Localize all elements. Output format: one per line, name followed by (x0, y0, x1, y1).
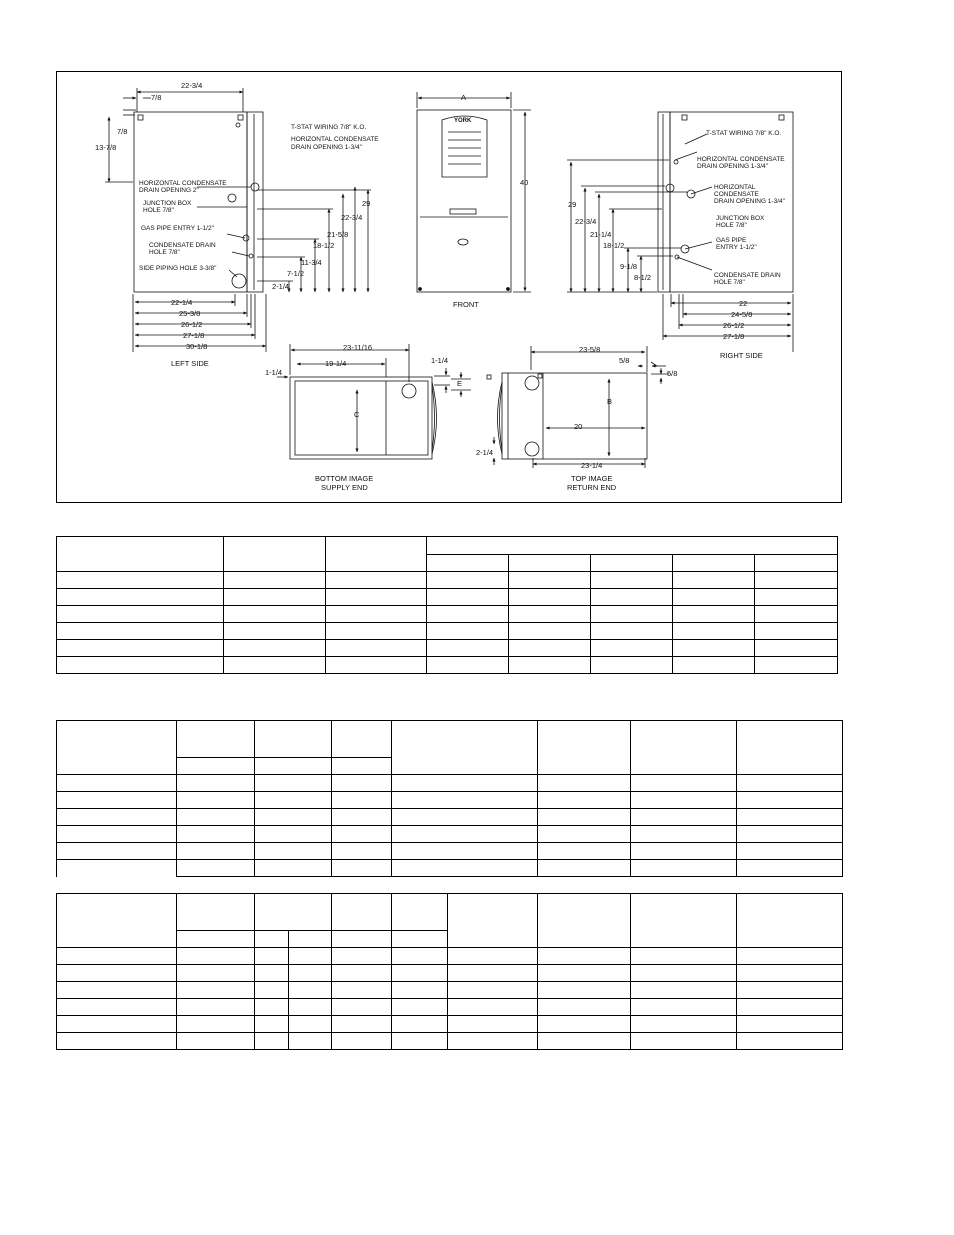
table-row (57, 640, 838, 657)
front-width-label: A (461, 93, 467, 102)
dim-vertical: 11-3/4 (301, 258, 322, 267)
callout-right: CONDENSATE (714, 191, 759, 198)
front-title: FRONT (453, 300, 479, 309)
dim-top-image: 23-1/4 (581, 461, 603, 470)
diagram-svg (57, 72, 843, 504)
dim-bottom-image: 23-11/16 (343, 343, 373, 352)
dim-bottom-image: 19-1/4 (325, 359, 347, 368)
table-row (57, 826, 843, 843)
right-side-title: RIGHT SIDE (720, 351, 763, 360)
dim-top-image: B (607, 397, 613, 406)
table-row (57, 792, 843, 809)
callout-right: ENTRY 1-1/2" (716, 244, 757, 251)
callout-right: T-STAT WIRING 7/8" K.O. (706, 130, 782, 137)
callout-left: JUNCTION BOX (143, 200, 192, 207)
table-row (57, 589, 838, 606)
callout-right: GAS PIPE (716, 237, 747, 244)
table-row (57, 572, 838, 589)
top-image-subtitle: RETURN END (567, 483, 617, 492)
table-row (57, 721, 843, 758)
front-height-label: 40 (520, 178, 529, 187)
dim-bottom-image: 1-1/4 (265, 368, 283, 377)
table-row (57, 999, 843, 1016)
table-row (57, 965, 843, 982)
bottom-image-subtitle: SUPPLY END (321, 483, 368, 492)
table-row (57, 623, 838, 640)
dim-top-image: 23-5/8 (579, 345, 601, 354)
callout-top: T-STAT WIRING 7/8" K.O. (291, 124, 367, 131)
dim-vertical: 29 (362, 199, 371, 208)
bottom-image-title: BOTTOM IMAGE (315, 474, 374, 483)
dim-vertical: 21-5/8 (327, 230, 349, 239)
dim-bottom: 30-1/8 (186, 342, 208, 351)
dim-vertical-right: 21-1/4 (590, 230, 612, 239)
dim-vertical-right: 9-1/8 (620, 262, 638, 271)
front-brand: YORK (454, 118, 472, 124)
callout-left: SIDE PIPING HOLE 3-3/8" (139, 265, 217, 272)
table-row (57, 894, 843, 931)
dim-vertical: 22-3/4 (341, 213, 363, 222)
dim-vertical: 2-1/4 (272, 282, 290, 291)
dim-top-image: 20 (574, 422, 583, 431)
dim-side-height: 13-7/8 (95, 143, 117, 152)
top-image-view (487, 346, 669, 468)
table-ratings (56, 720, 843, 877)
table-row (57, 606, 838, 623)
dim-top-offset: 7/8 (151, 93, 162, 102)
dim-bottom: 25-3/8 (179, 309, 201, 318)
dim-top-image: 5/8 (667, 369, 678, 378)
top-image-title: TOP IMAGE (571, 474, 613, 483)
table-row (57, 1016, 843, 1033)
dim-top-width: 22-3/4 (181, 81, 203, 90)
table-row (57, 775, 843, 792)
callout-left: HORIZONTAL CONDENSATE (139, 180, 227, 187)
dim-vertical: 18-1/2 (313, 241, 335, 250)
dim-bottom-right: 26-1/2 (723, 321, 745, 330)
dim-top-image: 5/8 (619, 356, 630, 365)
left-side-title: LEFT SIDE (171, 359, 209, 368)
callout-right: HORIZONTAL CONDENSATE (697, 156, 785, 163)
callout-left: HOLE 7/8" (143, 207, 174, 214)
callout-right: HOLE 7/8" (716, 222, 747, 229)
dimension-diagram (56, 71, 842, 503)
dim-bottom-image: C (354, 410, 360, 419)
callout-right: HORIZONTAL (714, 184, 756, 191)
callout-top: HORIZONTAL CONDENSATE (291, 136, 379, 143)
callout-right: CONDENSATE DRAIN (714, 272, 781, 279)
table-row (57, 657, 838, 674)
table-row (57, 809, 843, 826)
callout-right: JUNCTION BOX (716, 215, 765, 222)
table-row (57, 537, 838, 555)
callout-left: DRAIN OPENING 2" (139, 187, 199, 194)
callout-right: DRAIN OPENING 1-3/4" (714, 198, 785, 205)
callout-left: GAS PIPE ENTRY 1-1/2" (141, 225, 214, 232)
dim-top-image: 2-1/4 (476, 448, 494, 457)
callout-right: DRAIN OPENING 1-3/4" (697, 163, 768, 170)
dim-bottom-right: 24-5/8 (731, 310, 753, 319)
callout-top: DRAIN OPENING 1-3/4" (291, 144, 362, 151)
table-row (57, 860, 843, 877)
dim-bottom: 22-1/4 (171, 298, 193, 307)
dim-bottom: 27-1/8 (183, 331, 205, 340)
dim-vertical-right: 18-1/2 (603, 241, 625, 250)
callout-left: CONDENSATE DRAIN (149, 242, 216, 249)
dim-bottom-right: 22 (739, 299, 748, 308)
dim-vertical: 7-1/2 (287, 269, 305, 278)
dim-bottom-right: 27-1/8 (723, 332, 745, 341)
table-row (57, 982, 843, 999)
table-row (57, 843, 843, 860)
dim-vertical-right: 29 (568, 200, 577, 209)
table-row (57, 948, 843, 965)
dim-bottom-image: E (457, 379, 463, 388)
dim-bottom: 26-1/2 (181, 320, 203, 329)
dim-side-offset: 7/8 (117, 127, 128, 136)
callout-left: HOLE 7/8" (149, 249, 180, 256)
callout-right: HOLE 7/8" (714, 279, 745, 286)
front-view (417, 92, 531, 292)
dim-bottom-image: 1-1/4 (431, 356, 449, 365)
table-dimensions (56, 536, 838, 674)
dim-vertical-right: 8-1/2 (634, 273, 652, 282)
table-row (57, 1033, 843, 1050)
table-electrical (56, 893, 843, 1050)
dim-vertical-right: 22-3/4 (575, 217, 597, 226)
